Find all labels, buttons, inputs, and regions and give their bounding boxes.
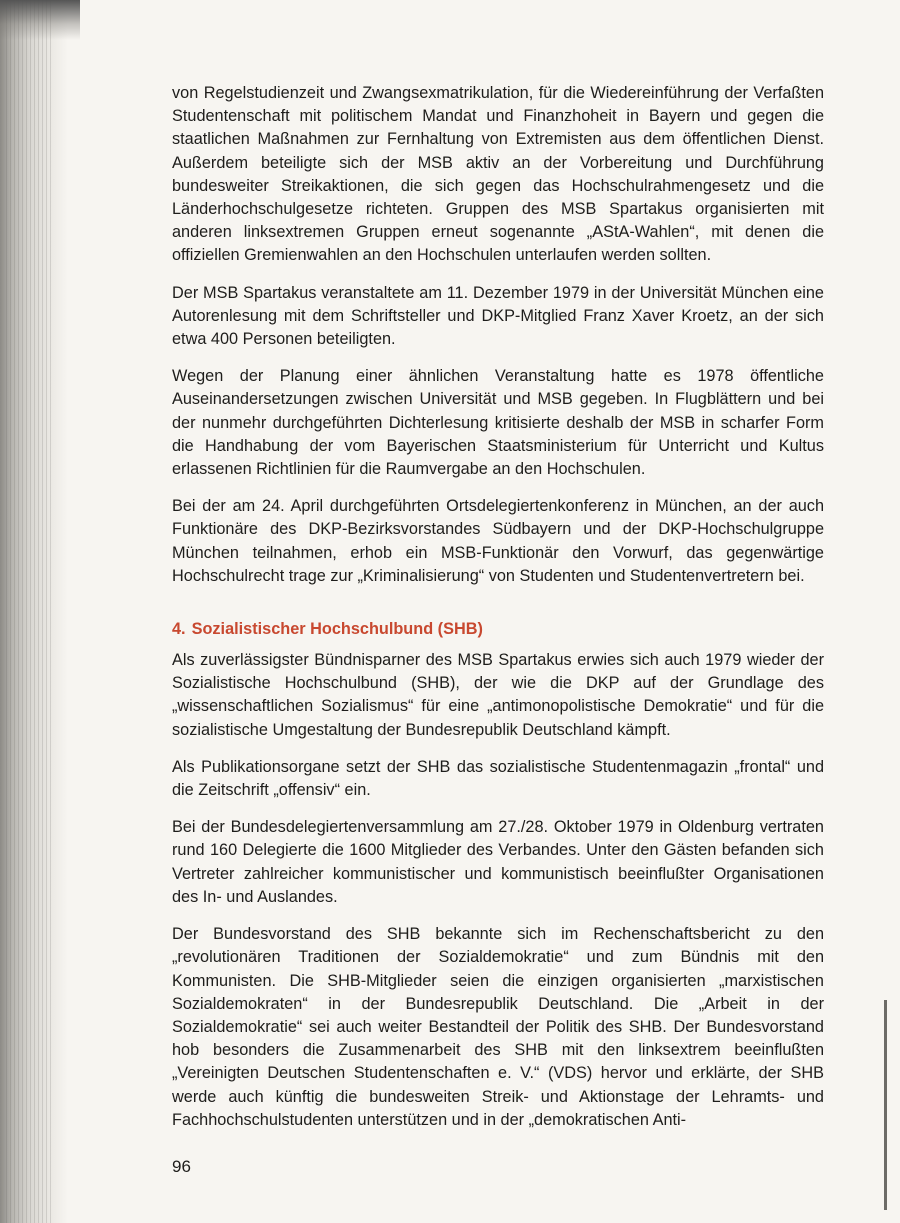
book-binding-shadow: [0, 0, 68, 1223]
scan-corner-shadow: [0, 0, 80, 40]
paragraph: Bei der am 24. April durchgeführten Ortsdelegiertenkonferenz in München, an der auch Funktionäre des DKP-Bezirksvorstandes Südbayern und der DKP-Hochschulgruppe München teilnahmen, erhob ein MSB-Funktionär den Vorwurf, das gegenwärtige Hochschulrecht trage zur „Kriminalisierung“ von Studenten und Studentenvertretern bei.: [172, 497, 824, 585]
paragraph: Der MSB Spartakus veranstaltete am 11. Dezember 1979 in der Universität München eine Autorenlesung mit dem Schriftsteller und DKP-Mitglied Franz Xaver Kroetz, an der sich etwa 400 Personen beteiligten.: [172, 283, 824, 349]
page-edge-mark: [884, 1000, 887, 1210]
section-title: Sozialistischer Hochschulbund (SHB): [191, 620, 483, 639]
paragraph: Wegen der Planung einer ähnlichen Veranstaltung hatte es 1978 öffentliche Auseinandersetzungen zwischen Universität und MSB gegeben. In Flugblättern und bei der nunmehr durchgeführten Dichterlesung kritisierte deshalb der MSB in scharfer Form die Handhabung der vom Bayerischen Staatsministerium für Unterricht und Kultus erlassenen Richtlinien für die Raumvergabe an den Hochschulen.: [172, 367, 824, 479]
paragraph: Als Publikationsorgane setzt der SHB das sozialistische Studentenmagazin „frontal“ und die Zeitschrift „offensiv“ ein.: [172, 757, 824, 800]
binding-texture: [6, 0, 54, 1223]
page-number: 96: [172, 1157, 191, 1176]
paragraph: von Regelstudienzeit und Zwangsexmatrikulation, für die Wiedereinführung der Verfaßten Studentenschaft mit politischem Mandat und Finanzhoheit in Bayern und gegen die staatlichen Maßnahmen zur Fernhaltung von Extremisten aus dem öffentlichen Dienst. Außerdem beteiligte sich der MSB aktiv an der Vorbereitung und Durchführung bundesweiter Streikaktionen, die sich gegen das Hochschulrahmengesetz und die Länderhochschulgesetze richteten. Gruppen des MSB Spartakus organisierten mit anderen linksextremen Gruppen erneut sogenannte „AStA-Wahlen“, mit denen die offiziellen Gremienwahlen an den Hochschulen unterlaufen werden sollten.: [172, 84, 824, 265]
paragraph: Bei der Bundesdelegiertenversammlung am 27./28. Oktober 1979 in Oldenburg vertraten rund 160 Delegierte die 1600 Mitglieder des Verbandes. Unter den Gästen befanden sich Vertreter zahlreicher kommunistischer und kommunistisch beeinflußter Organisationen des In- und Auslandes.: [172, 818, 824, 906]
paragraph: Der Bundesvorstand des SHB bekannte sich im Rechenschaftsbericht zu den „revolutionären Traditionen der Sozialdemokratie“ und zum Bündnis mit den Kommunisten. Die SHB-Mitglieder seien die einzigen organisierten „marxistischen Sozialdemokraten“ in der Bundesrepublik Deutschland. Die „Arbeit in der Sozialdemokratie“ sei auch weiter Bestandteil der Politik des SHB. Der Bundesvorstand hob besonders die Zusammenarbeit des SHB mit den linksextrem beeinflußten „Vereinigten Deutschen Studentenschaften e. V.“ (VDS) hervor und erklärte, der SHB werde auch künftig die bundesweiten Streik- und Aktionstage der Lehramts- und Fachhochschulstudenten unterstützen und in der „demokratischen Anti-: [172, 925, 824, 1129]
section-heading: [172, 620, 824, 639]
text-body: [172, 82, 824, 1132]
paragraph: Als zuverlässigster Bündnisparner des MSB Spartakus erwies sich auch 1979 wieder der Sozialistische Hochschulbund (SHB), der wie die DKP auf der Grundlage des „wissenschaftlichen Sozialismus“ für eine „antimonopolistische Demokratie“ und für die sozialistische Umgestaltung der Bundesrepublik Deutschland kämpft.: [172, 651, 824, 739]
section-number: 4.: [172, 620, 186, 639]
